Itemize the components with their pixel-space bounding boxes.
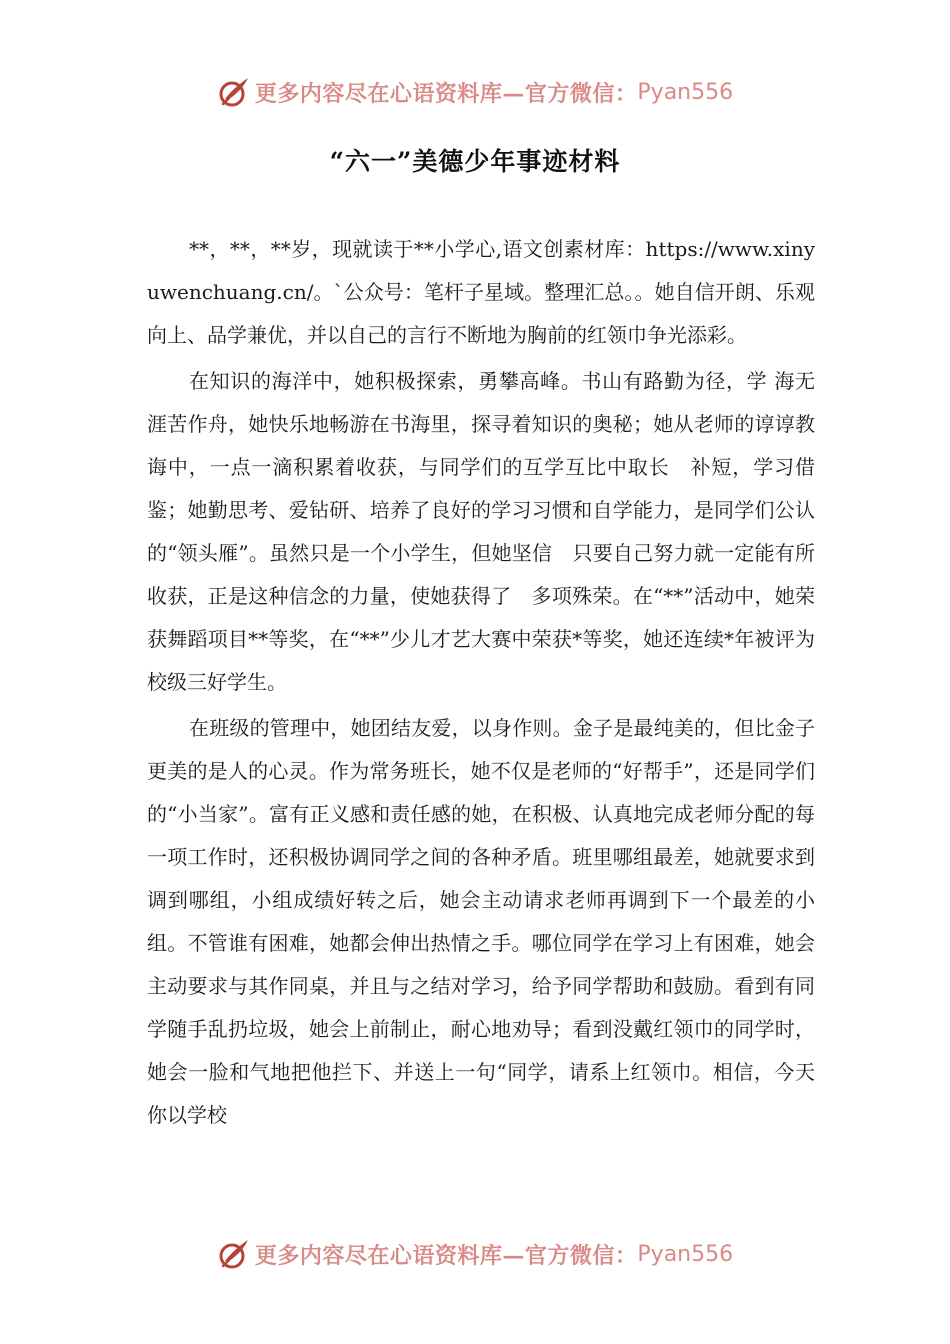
banner-wechat-id: Pyan556 [637, 79, 734, 105]
banner-text: 更多内容尽在心语资料库—官方微信： [254, 1242, 638, 1269]
banner-text: 更多内容尽在心语资料库—官方微信： [254, 80, 638, 107]
paragraph: 在班级的管理中，她团结友爱，以身作则。金子是最纯美的，但比金子更美的是人的心灵。作为常务班长，她不仅是老师的“好帮手”，还是同学们的“小当家”。富有正义感和责任感的她，在积极、认真地完成老师分配的每一项工作时，还积极协调同学之间的各种矛盾。班里哪组最差，她就要求到调到哪组，小组成绩好转之后，她会主动请求老师再调到下一个最差的小组。不管谁有困难，她都会伸出热情之手。哪位同学在学习上有困难，她会主动要求与其作同桌，并且与之结对学习，给予同学帮助和鼓励。看到有同学随手乱扔垃圾，她会上前制止，耐心地劝导；看到没戴红领巾的同学时，她会一脸和气地把他拦下、并送上一句“同学，请系上红领巾。相信，今天你以学校 [147, 716, 815, 1127]
quill-logo-icon [217, 75, 251, 109]
footer-banner [0, 1234, 950, 1274]
paragraph: 在知识的海洋中，她积极探索，勇攀高峰。书山有路勤为径，学 海无涯苦作舟，她快乐地畅游在书海里，探寻着知识的奥秘；她从老师的谆谆教诲中，一点一滴积累着收获，与同学们的互学互比中取长 补短，学习借鉴；她勤思考、爱钻研、培养了良好的学习习惯和自学能力，是同学们公认的“领头雁”。虽然只是一个小学生，但她坚信 只要自己努力就一定能有所收获，正是这种信念的力量，使她获得了 多项殊荣。在“**”活动中，她荣获舞蹈项目**等奖，在“**”少儿才艺大赛中荣获*等奖，她还连续*年被评为校级三好学生。 [147, 369, 815, 694]
paragraph: **，**，**岁，现就读于**小学心,语文创素材库：https://www.xinyuwenchuang.cn/。`公众号：笔杆子星域。整理汇总。。她自信开朗、乐观向上、品学兼优，并以自己的言行不断地为胸前的红领巾争光添彩。 [147, 237, 815, 347]
document-body [147, 228, 815, 1140]
header-banner [0, 72, 950, 112]
document-title: “六一”美德少年事迹材料 [329, 147, 621, 176]
banner-wechat-id: Pyan556 [637, 1241, 734, 1267]
quill-logo-icon [217, 1237, 251, 1271]
